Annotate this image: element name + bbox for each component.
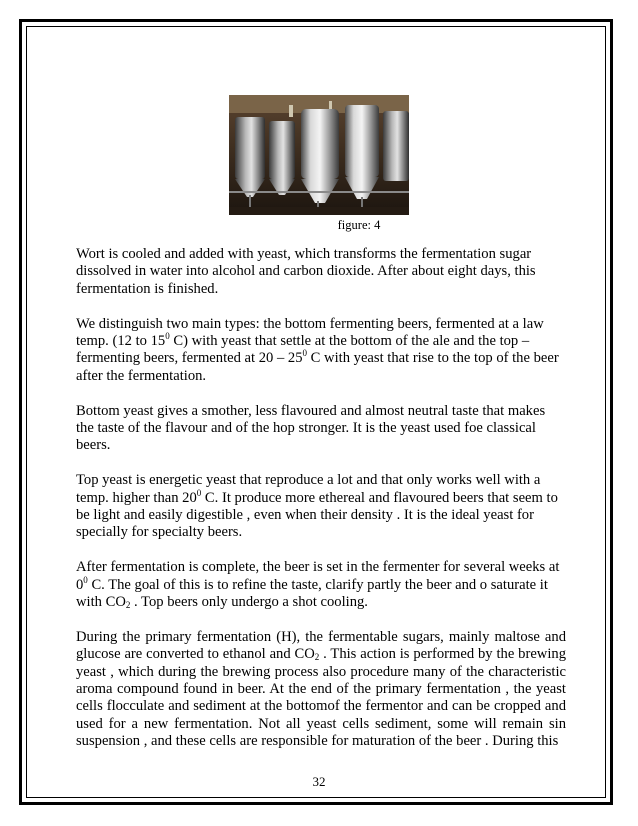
paragraph-1: Wort is cooled and added with yeast, which transforms the fermentation sugar dissolved in water into alcohol and carbon dioxide. After about eight days, this fermentation is finished. xyxy=(76,246,536,297)
page-number: 32 xyxy=(312,774,326,789)
figure-caption: figure: 4 xyxy=(337,218,381,232)
paragraph-2 xyxy=(76,316,566,386)
text-run: After fermentation is complete, the beer is set in the fermenter for several weeks at 0 xyxy=(76,559,560,593)
paragraph-6 xyxy=(76,629,566,751)
paragraph-3: Bottom yeast gives a smother, less flavoured and almost neutral taste that makes the taste of the flavour and of the hop stronger. It is the yeast used foe classical beers. xyxy=(76,402,546,454)
subscript: 2 xyxy=(314,652,320,663)
figure-photo xyxy=(229,95,409,215)
paragraph-4 xyxy=(76,472,566,542)
body-text xyxy=(76,246,566,768)
superscript: 0 xyxy=(302,348,308,359)
superscript: 0 xyxy=(83,574,88,585)
text-run: C. It produce more ethereal and flavoured beers that seem to be light and easily digestible , even when their density . It is the ideal yeast for specially for specialty beers. xyxy=(76,489,558,541)
text-run: . This action is performed by the brewing yeast , which during the brewing process also procedure many of the characteristic aroma compound found in beer. At the end of the primary fermentation , the yeast cells flocculate and sediment at the bottomof the fermentor and can be cropped and used for a new fermentation. Not all yeast cells sediment, some will remain sin suspension , and these cells are responsible for maturation of the beer . During this xyxy=(76,646,566,750)
text-run: Top yeast is energetic yeast that reproduce a lot and that only works well with a temp. higher than 20 xyxy=(76,472,541,506)
superscript: 0 xyxy=(165,331,170,342)
text-run: We distinguish two main types: the bottom fermenting beers, fermented at a law temp. (12 to 15 xyxy=(76,315,544,350)
text-run: C. The goal of this is to refine the taste, clarify partly the beer and o saturate it with CO xyxy=(76,576,548,611)
text-run: . Top beers only undergo a shot cooling. xyxy=(130,594,368,611)
text-run: C with yeast that rise to the top of the beer after the fermentation. xyxy=(76,350,559,384)
text-run: C) with yeast that settle at the bottom of the ale and the top – fermenting beers, fermented at 20 – 25 xyxy=(76,333,530,367)
subscript: 2 xyxy=(125,600,131,611)
superscript: 0 xyxy=(196,487,202,498)
paragraph-5 xyxy=(76,559,566,611)
text-run: During the primary fermentation (H), the fermentable sugars, mainly maltose and glucose are converted to ethanol and CO xyxy=(76,628,566,663)
